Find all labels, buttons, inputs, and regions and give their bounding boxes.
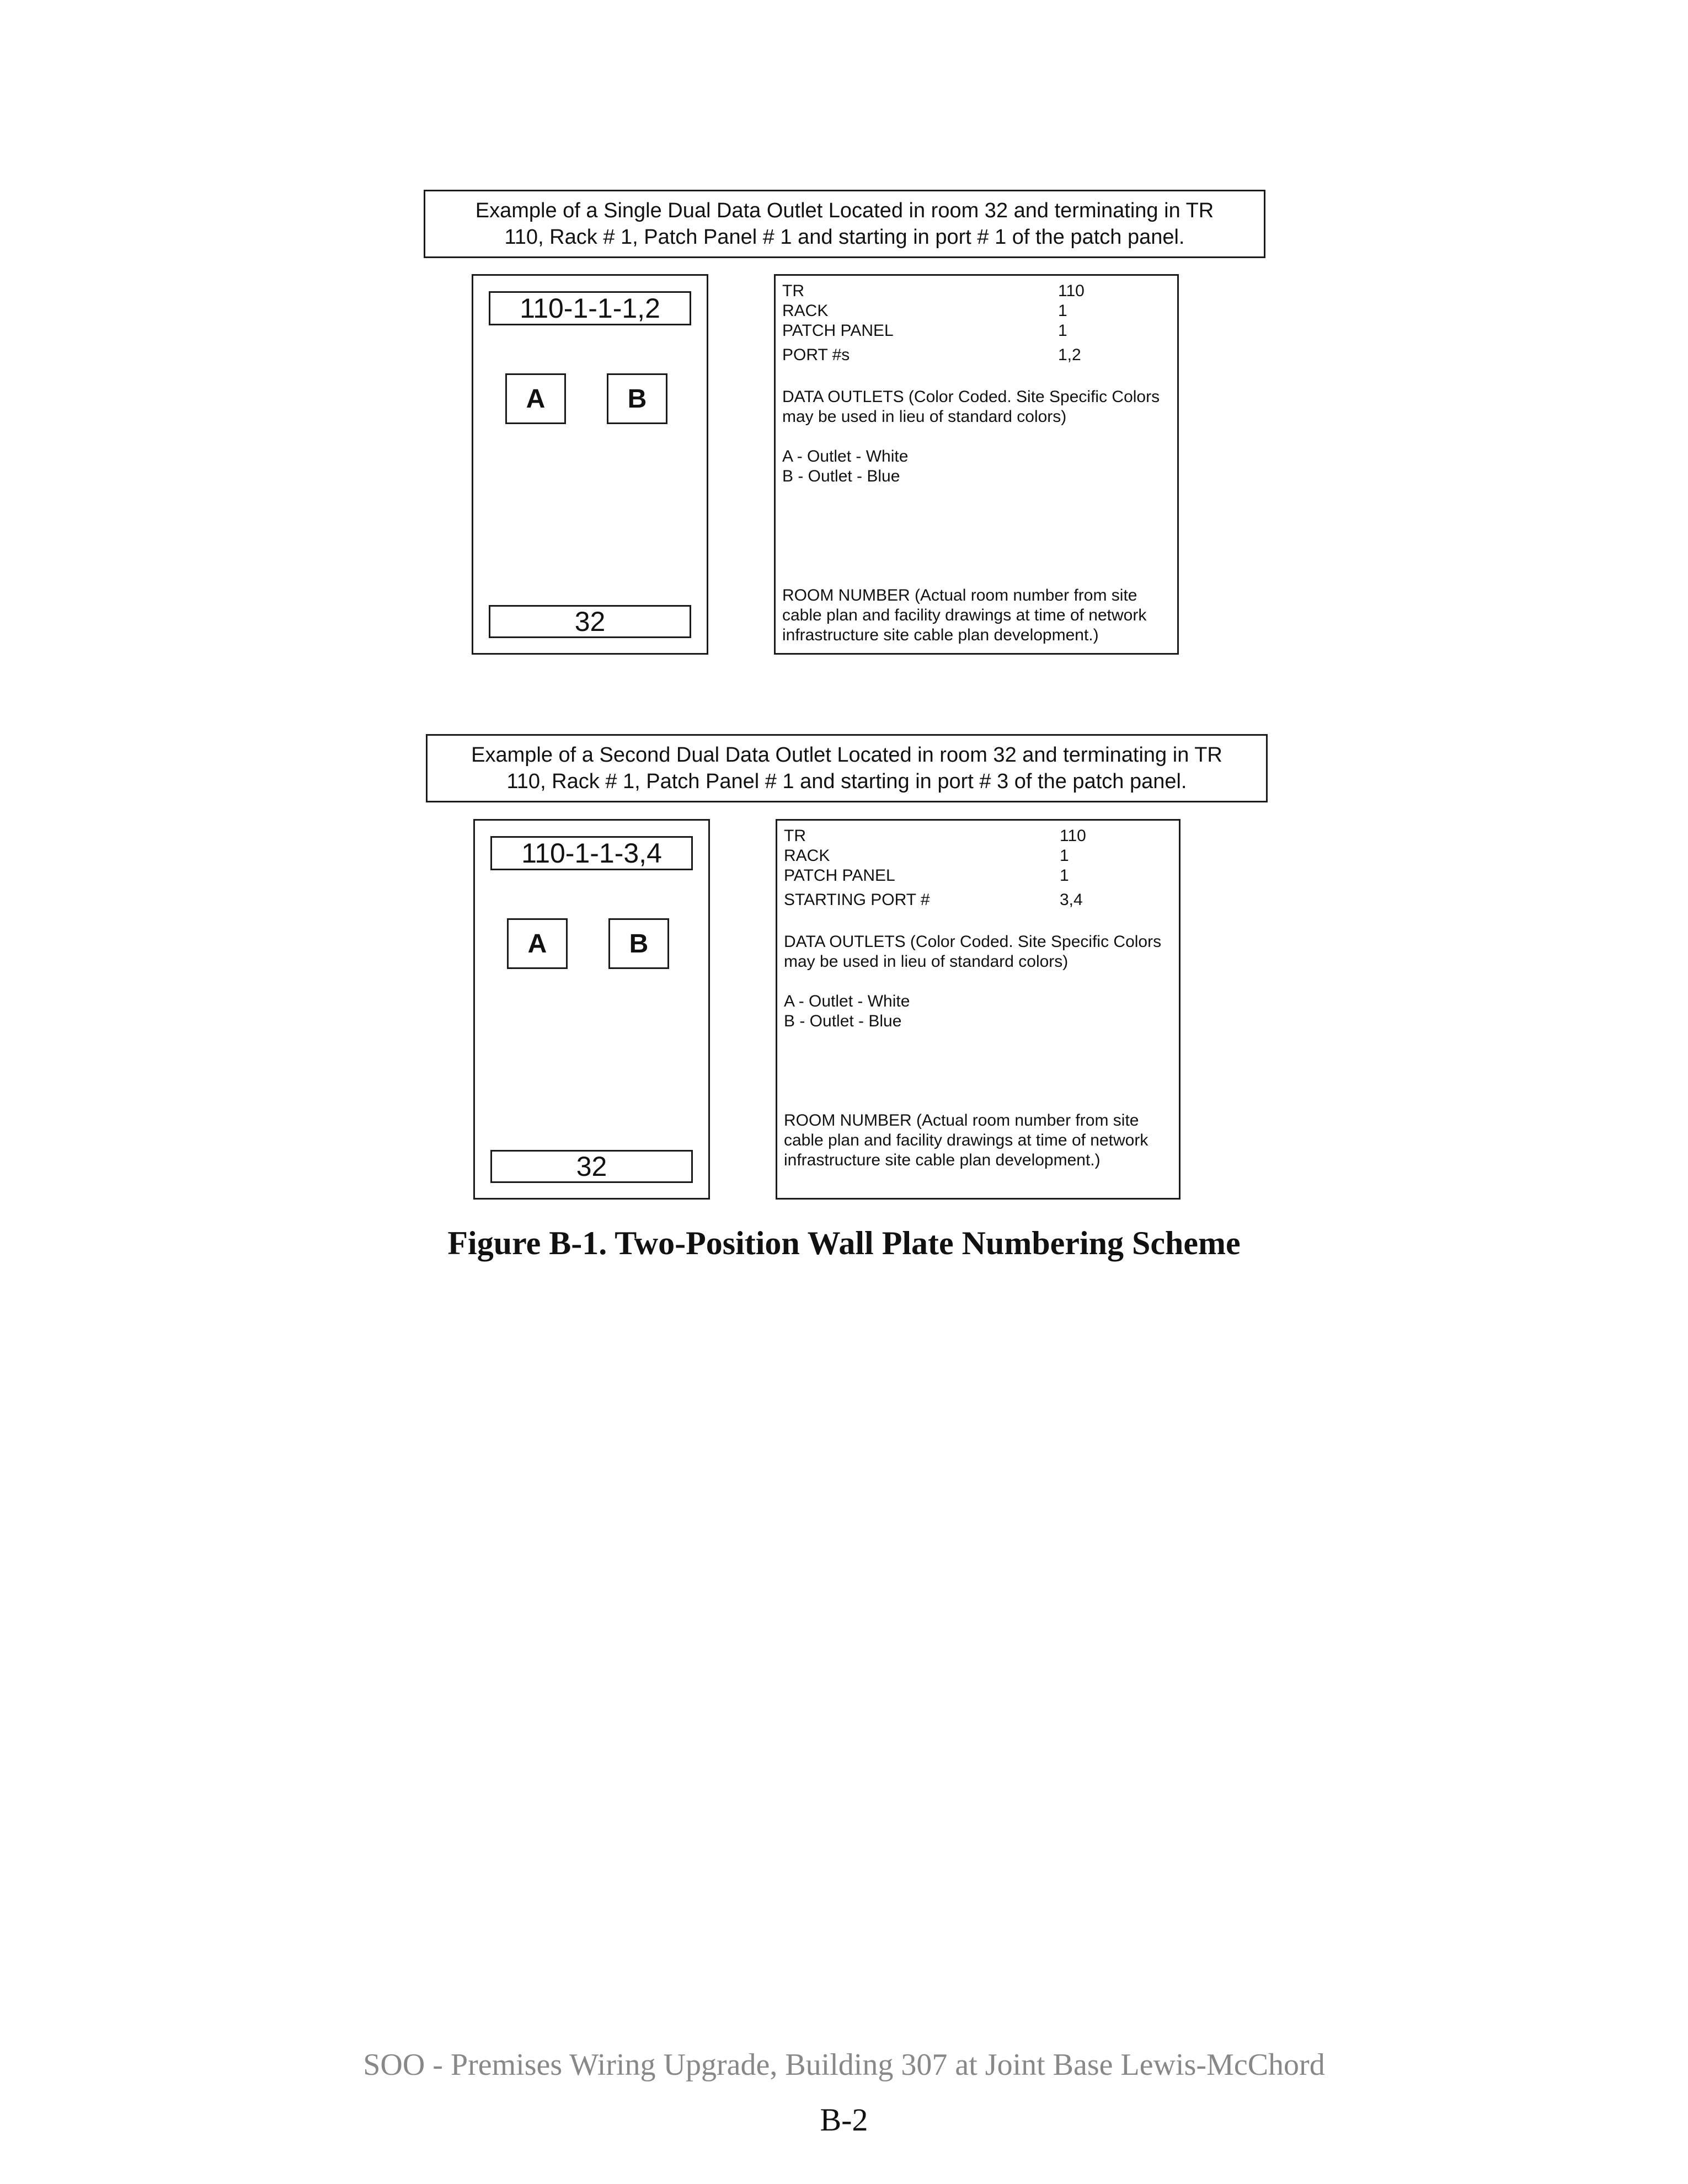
info-panel-1 bbox=[774, 274, 1179, 655]
page-number: B-2 bbox=[820, 2102, 868, 2138]
text-line: cable plan and facility drawings at time of network bbox=[782, 606, 1147, 624]
caption-line: 110, Rack # 1, Patch Panel # 1 and starting in port # 1 of the patch panel. bbox=[504, 226, 1185, 249]
outlet-colors bbox=[782, 447, 1172, 486]
caption-line: Example of a Single Dual Data Outlet Located in room 32 and terminating in TR bbox=[475, 199, 1214, 222]
info-key: PORT #s bbox=[782, 346, 850, 364]
info-value: 3,4 bbox=[1060, 891, 1083, 909]
text-line: infrastructure site cable plan development.) bbox=[782, 626, 1099, 644]
data-outlets-text bbox=[782, 387, 1172, 427]
text-line: DATA OUTLETS (Color Coded. Site Specific Colors bbox=[784, 933, 1162, 951]
caption-line: 110, Rack # 1, Patch Panel # 1 and starting in port # 3 of the patch panel. bbox=[506, 770, 1187, 793]
info-panel-2 bbox=[776, 819, 1180, 1200]
info-value: 1 bbox=[1060, 847, 1069, 865]
outlet-color-b: B - Outlet - Blue bbox=[784, 1012, 902, 1030]
info-value: 1 bbox=[1058, 322, 1067, 340]
plate-room-number: 32 bbox=[490, 1150, 693, 1183]
figure-title: Figure B-1. Two-Position Wall Plate Numbering Scheme bbox=[447, 1225, 1241, 1261]
example-1-caption bbox=[424, 190, 1265, 258]
jack-a: A bbox=[505, 373, 566, 424]
info-key: RACK bbox=[784, 847, 830, 865]
info-key: PATCH PANEL bbox=[784, 866, 895, 885]
room-number-text bbox=[784, 1111, 1173, 1170]
info-value: 110 bbox=[1060, 827, 1086, 845]
info-key: PATCH PANEL bbox=[782, 322, 894, 340]
info-value: 1 bbox=[1060, 866, 1069, 885]
text-line: DATA OUTLETS (Color Coded. Site Specific Colors bbox=[782, 388, 1160, 406]
outlet-colors bbox=[784, 992, 1173, 1031]
plate-label: 110-1-1-1,2 bbox=[489, 291, 691, 325]
wall-plate-2 bbox=[473, 819, 710, 1200]
plate-label: 110-1-1-3,4 bbox=[490, 836, 693, 870]
text-line: ROOM NUMBER (Actual room number from site bbox=[784, 1111, 1139, 1130]
info-value: 1,2 bbox=[1058, 346, 1081, 364]
text-line: ROOM NUMBER (Actual room number from site bbox=[782, 586, 1137, 604]
page-footer: SOO - Premises Wiring Upgrade, Building 307 at Joint Base Lewis-McChord bbox=[363, 2048, 1325, 2082]
data-outlets-text bbox=[784, 932, 1173, 972]
jack-a: A bbox=[507, 918, 568, 969]
info-value: 110 bbox=[1058, 282, 1085, 300]
text-line: infrastructure site cable plan development.) bbox=[784, 1151, 1101, 1169]
info-key: RACK bbox=[782, 302, 829, 320]
info-key: TR bbox=[784, 827, 806, 845]
outlet-color-a: A - Outlet - White bbox=[782, 447, 909, 465]
text-line: may be used in lieu of standard colors) bbox=[784, 952, 1069, 971]
room-number-text bbox=[782, 586, 1172, 645]
jack-b: B bbox=[607, 373, 667, 424]
wall-plate-1 bbox=[472, 274, 708, 655]
example-2-caption bbox=[426, 734, 1268, 802]
info-key: STARTING PORT # bbox=[784, 891, 930, 909]
text-line: may be used in lieu of standard colors) bbox=[782, 408, 1067, 426]
info-key: TR bbox=[782, 282, 804, 300]
outlet-color-a: A - Outlet - White bbox=[784, 992, 910, 1010]
info-value: 1 bbox=[1058, 302, 1067, 320]
outlet-color-b: B - Outlet - Blue bbox=[782, 467, 900, 485]
text-line: cable plan and facility drawings at time of network bbox=[784, 1131, 1149, 1149]
plate-room-number: 32 bbox=[489, 605, 691, 638]
jack-b: B bbox=[608, 918, 669, 969]
caption-line: Example of a Second Dual Data Outlet Located in room 32 and terminating in TR bbox=[471, 743, 1222, 767]
